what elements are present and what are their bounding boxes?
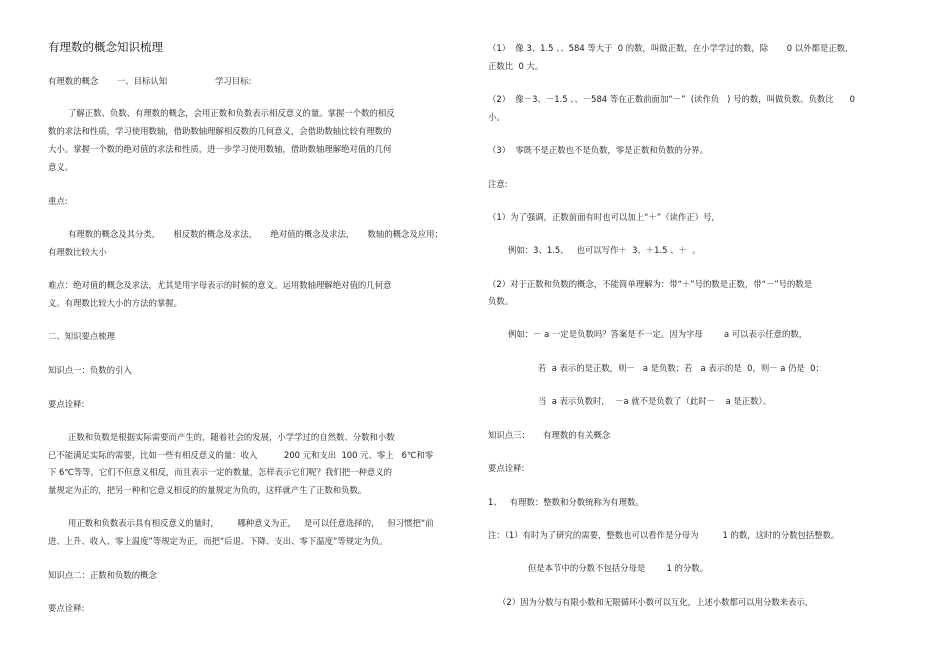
example-line-3: 当 a 表示负数时， －a 就不是负数了（此时－ a 是正数）。	[538, 396, 772, 406]
zero-def-line: （3） 零既不是正数也不是负数，零是正数和负数的分界。	[488, 145, 709, 155]
key-points-label: 重点:	[48, 196, 68, 206]
attention-example-1: 例如：3、1.5、 也可以写作＋ 3、＋1.5 、＋ 。	[508, 245, 701, 255]
notes-label-1: 要点诠释:	[48, 399, 85, 409]
para-line-1: 正数和负数是根据实际需要而产生的，随着社会的发展，小学学过的自然数、分数和小数	[68, 432, 395, 442]
note-line-1: 注：（1）有时为了研究的需要，整数也可以看作是分母为 1 的数，这时的分数包括整数。	[488, 530, 840, 540]
attention-item-2-line-2: 负数。	[488, 296, 514, 306]
knowledge-point-1: 知识点一：负数的引入	[48, 365, 132, 375]
difficulty-line-1: 难点：绝对值的概念及求法，尤其是用字母表示的时候的意义。运用数轴理解绝对值的几何意	[48, 280, 392, 290]
note-line-2: 但是本节中的分数不包括分母是 1 的分数。	[528, 563, 709, 573]
difficulty-line-2: 义。有理数比较大小的方法的掌握。	[48, 298, 182, 308]
attention-item-2-line-1: （2）对于正数和负数的概念，不能简单理解为：带“＋”号的数是正数，带“－”号的数是	[488, 279, 813, 289]
section-two-heading: 二、知识要点梳理	[48, 331, 115, 341]
goal-line-3: 大小。掌握一个数的绝对值的求法和性质，进一步学习使用数轴，借助数轴理解绝对值的几何	[48, 144, 392, 154]
rational-def-line: 1、 有理数：整数和分数统称为有理数。	[488, 497, 644, 507]
negative-def-line-1: （2） 像－3、－1.5 、、－584 等在正数前面加“－” (读作负 ) 号的数，叫做负数。负数比 0	[488, 94, 855, 104]
example-line-1: 例如：－ a 一定是负数吗？答案是不一定。因为字母 a 可以表示任意的数，	[508, 329, 808, 339]
positive-def-line-2: 正数比 0 大。	[488, 61, 544, 71]
note-line-3: （2）因为分数与有限小数和无限循环小数可以互化，上述小数都可以用分数来表示，	[498, 597, 814, 607]
para2-line-1: 用正数和负数表示具有相反意义的量时， 哪种意义为正， 是可以任意选择的， 但习惯把“前	[68, 518, 434, 528]
attention-item-1: （1）为了强调，正数前面有时也可以加上“＋”（读作正）号，	[488, 212, 720, 222]
key-points-line-2: 有理数比较大小	[48, 247, 107, 257]
goal-line-1: 了解正数、负数、有理数的概念，会用正数和负数表示相反意义的量。掌握一个数的相反	[68, 108, 395, 118]
goal-line-2: 数的求法和性质，学习使用数轴，借助数轴理解相反数的几何意义，会借助数轴比较有理数的	[48, 126, 392, 136]
para2-line-2: 进、上升、收入、零上温度”等规定为正，而把“后退、下降、支出、零下温度”等规定为负。	[48, 536, 388, 546]
negative-def-line-2: 小。	[488, 112, 505, 122]
para-line-2: 已不能满足实际的需要，比如一些有相反意义的量：收入 200 元和支出 100 元、零上 6℃和零	[48, 450, 434, 460]
para-line-3: 下 6℃等等，它们不但意义相反，而且表示一定的数量，怎样表示它们呢？我们把一种意义的	[48, 467, 393, 477]
objectives-heading: 有理数的概念 一、目标认知 学习目标:	[48, 76, 252, 86]
attention-label: 注意:	[488, 179, 508, 189]
notes-label-2: 要点诠释:	[48, 603, 85, 613]
goal-line-4: 意义。	[48, 162, 74, 172]
example-line-2: 若 a 表示的是正数，则－ a 是负数；若 a 表示的是 0，则－ a 仍是 0；	[538, 363, 824, 373]
knowledge-point-2: 知识点二：正数和负数的概念	[48, 570, 157, 580]
knowledge-point-3: 知识点三： 有理数的有关概念	[488, 430, 611, 440]
document-title: 有理数的概念知识梳理	[48, 40, 163, 54]
notes-label-3: 要点诠释:	[488, 463, 525, 473]
positive-def-line-1: （1） 像 3、1.5 、、584 等大于 0 的数，叫做正数，在小学学过的数，除 0 以外都是正数，	[488, 43, 854, 53]
para-line-4: 量规定为正的，把另一种和它意义相反的的量规定为负的，这样就产生了正数和负数。	[48, 485, 367, 495]
key-points-line-1: 有理数的概念及其分类， 相反数的概念及求法， 绝对值的概念及求法， 数轴的概念及应用；	[68, 229, 443, 239]
